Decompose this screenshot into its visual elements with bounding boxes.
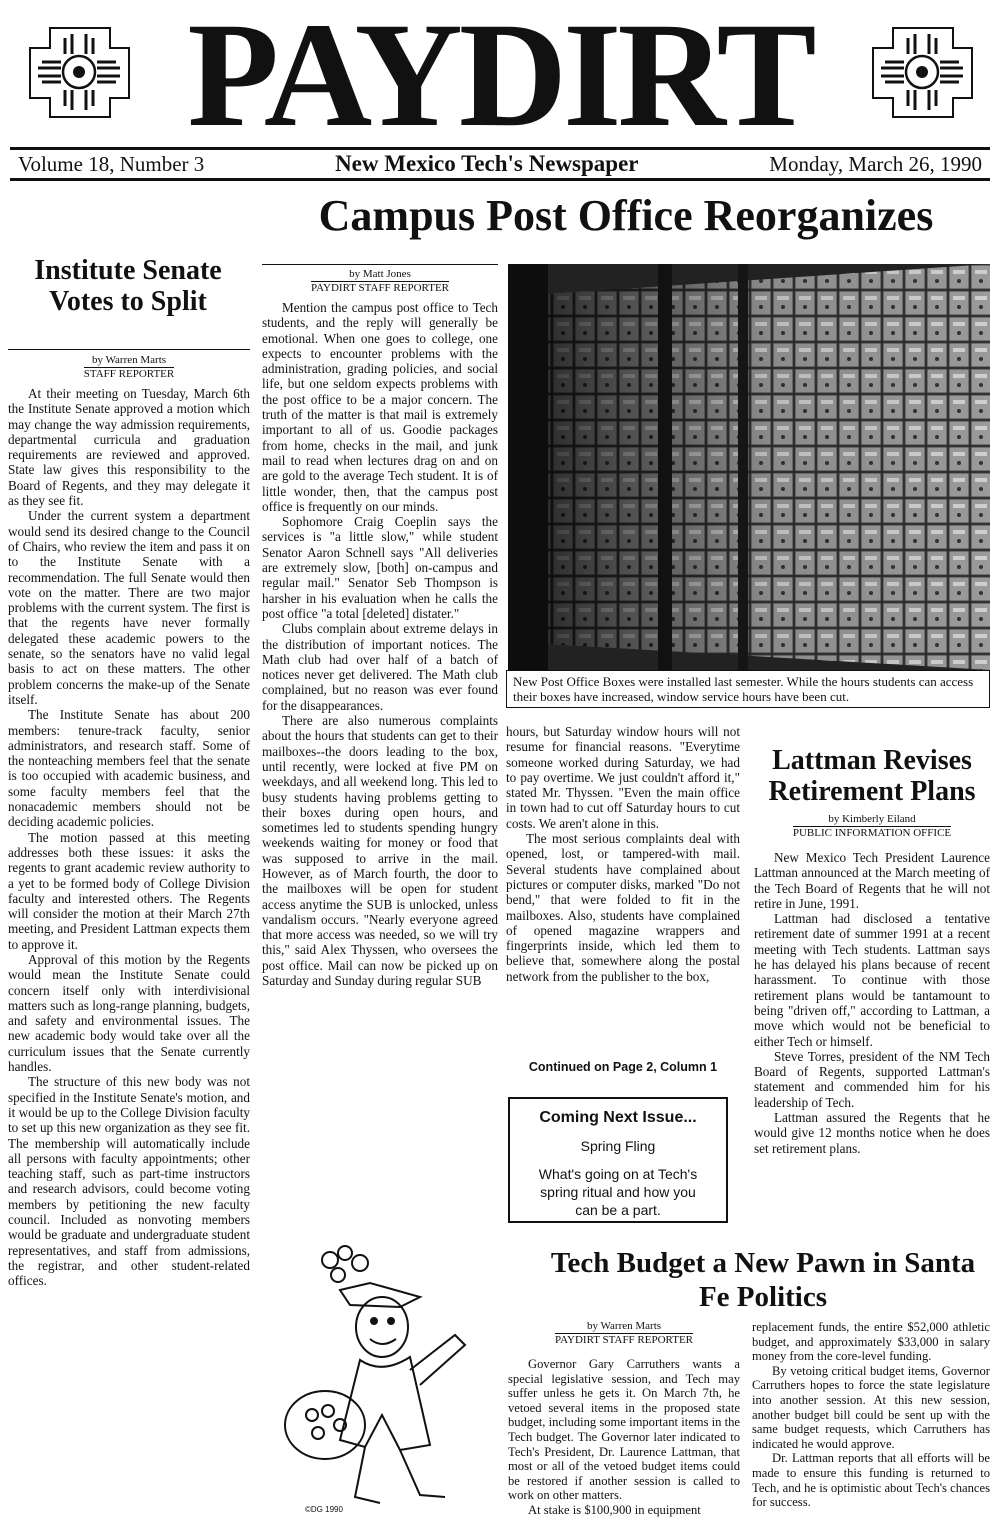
- budget-role: PAYDIRT STAFF REPORTER: [555, 1334, 693, 1346]
- postoffice-rule: [262, 264, 498, 265]
- senate-paragraph: The Institute Senate has about 200 members: tenure-track faculty, senior administrators, and research staff. Some of the nonteaching members feel that the senate is too occupied with academic business, and some faculty members feel that the nonacademic members should not be deciding academic policies.: [8, 707, 250, 830]
- budget-paragraph: Dr. Lattman reports that all efforts will be made to ensure this funding is returned to Tech, and he is optimistic about Tech's chances for success.: [752, 1451, 990, 1510]
- senate-paragraph: The structure of this new body was not specified in the Institute Senate's motion, and it would be up to the College Division faculty to set up this new organization as they see fit. The membership will automatically include all persons with faculty appointments; other teaching staff, such as part-time instructors and research advisors, could become voting members by petitioning the new faculty council. Included as nonvoting members would be graduate and undergraduate student representatives, and staff from admissions, the registrar, and other student-related offices.: [8, 1074, 250, 1289]
- newspaper-tagline: New Mexico Tech's Newspaper: [335, 151, 639, 176]
- senate-rule: [8, 349, 250, 350]
- budget-paragraph: Governor Gary Carruthers wants a special legislative session, and Tech may suffer unless he gets it. On March 7th, he vetoed several items in the proposed state budget, including some important items in the Tech budget. The Governor later indicated to Tech's President, Dr. Laurence Lattman, that most or all of the vetoed budget items could be restored if another session is called to work on other matters.: [508, 1357, 740, 1503]
- lattman-paragraph: Lattman had disclosed a tentative retirement date of summer 1991 at a recent meeting with Tech students. Lattman says he has delayed his plans because of recent harassment. To continue with those retirement plans would be tantamount to being "driven off," according to Lattman, a move which would not be beneficial to either Tech or himself.: [754, 911, 990, 1049]
- lattman-headline: Lattman Revises Retirement Plans: [768, 745, 976, 807]
- postoffice-paragraph: Clubs complain about extreme delays in the distribution of important notices. The Math club had over half of a batch of notices never get delivered. The Math club complained, but no reason was ever found for the disappearances.: [262, 621, 498, 713]
- senate-paragraph: The motion passed at this meeting addresses both these issues: it asks the regents to grant academic review authority to a yet to be formed body of College Division faculty and interested others. The Regents will consider the motion at their March 27th meeting, and President Lattman expects them to approve it.: [8, 829, 250, 952]
- senate-headline: Institute Senate Votes to Split: [34, 255, 222, 317]
- postoffice-paragraph: Sophomore Craig Coeplin says the services is "a little slow," while student Senator Aaron Schnell says "All deliveries are extremely slow, [both] on-campus and regular mail." Senator Seb Thompson is harsher in his evaluation when he calls the post office "a total [deleted] distater.": [262, 514, 498, 621]
- budget-col2: [752, 1320, 990, 1510]
- senate-paragraph: Under the current system a department would send its desired change to the Council of Chairs, who review the item and pass it on to the Institute Senate with a recommendation. The full Senate would then vote on the matter. There are two major problems with the current system. The first is that the regents have never formally delegated these academic powers to the senate, so the senators have no valid legal basis to act on these matters. The other problem concerns the make-up of the Senate itself.: [8, 508, 250, 707]
- postoffice-role: PAYDIRT STAFF REPORTER: [311, 282, 449, 294]
- lattman-paragraph: Lattman assured the Regents that he would give 12 months notice when he does set retirement plans.: [754, 1110, 990, 1156]
- volume-number: Volume 18, Number 3: [18, 151, 205, 176]
- illustration-credit: ©DG 1990: [305, 1505, 343, 1514]
- postoffice-author: by Matt Jones: [349, 268, 411, 280]
- coming-next-item: Spring Fling: [580, 1138, 656, 1154]
- coming-next-box: [508, 1097, 728, 1223]
- budget-paragraph: replacement funds, the entire $52,000 athletic budget, and approximately $33,000 in salary money from the core-level funding.: [752, 1320, 990, 1364]
- prospector-mascot-illustration: [270, 1235, 485, 1520]
- coming-next-desc: What's going on at Tech's spring ritual and how you can be a part.: [538, 1166, 698, 1218]
- senate-role: STAFF REPORTER: [83, 368, 175, 380]
- lattman-role: PUBLIC INFORMATION OFFICE: [792, 827, 952, 839]
- masthead-title: PAYDIRT: [187, 0, 813, 158]
- lattman-byline: [754, 813, 990, 840]
- budget-paragraph: At stake is $100,900 in equipment: [528, 1502, 701, 1517]
- budget-byline: [508, 1320, 740, 1347]
- lattman-paragraph: Steve Torres, president of the NM Tech Board of Regents, supported Lattman's statement and commended him for his leadership of Tech.: [754, 1048, 990, 1110]
- lattman-paragraph: New Mexico Tech President Laurence Lattman announced at the March meeting of the Tech Board of Regents that he will not retire in June, 1991.: [754, 850, 990, 911]
- budget-author: by Warren Marts: [586, 1320, 662, 1332]
- banner-headline: Campus Post Office Reorganizes: [318, 191, 934, 240]
- postoffice-col1: [262, 300, 498, 988]
- budget-headline: Tech Budget a New Pawn in Santa Fe Politics: [550, 1247, 976, 1313]
- senate-paragraph: Approval of this motion by the Regents would mean the Institute Senate could concern itself only with interdivisional matters such as long-range planning, budgets, and safety and environmental issues. The new academic body would take over all the curriculum issues that the Senate currently handles.: [8, 951, 250, 1075]
- senate-byline: [8, 354, 250, 381]
- postoffice-paragraph: hours, but Saturday window hours will not resume for financial reasons. "Everytime someone worked during Saturday, we had to pay overtime. We just couldn't afford it," stated Mr. Thyssen. "Even the main office in town had to cut off Saturday hours to cut costs. We aren't alone in this.: [506, 724, 740, 831]
- postoffice-byline: [262, 268, 498, 295]
- zia-sun-logo-left: [22, 20, 137, 125]
- senate-author: by Warren Marts: [91, 354, 167, 366]
- continued-note: Continued on Page 2, Column 1: [528, 1060, 718, 1074]
- budget-paragraph: By vetoing critical budget items, Governor Carruthers hopes to force the state legislature into another session. At this new session, another budget bill could be sent up with the same budget requests, which Carruthers has indicated he would approve.: [752, 1363, 990, 1451]
- postoffice-col2: [506, 724, 740, 984]
- photo-caption: New Post Office Boxes were installed last semester. While the hours students can access their boxes have increased, window service hours have been cut.: [506, 670, 990, 708]
- coming-next-title: Coming Next Issue...: [539, 1109, 697, 1126]
- senate-body: [8, 386, 250, 1289]
- issue-date: Monday, March 26, 1990: [769, 151, 982, 176]
- lattman-author: by Kimberly Eiland: [828, 813, 916, 825]
- postoffice-paragraph: There are also numerous complaints about the hours that students can get to their mailboxes--the doors leading to the box, until recently, were locked at five PM on weekdays, and all weekend long. This led to busy students having problems getting to their boxes during open hours, and sometimes led to students spending hungry weekends waiting for money or food that was supposed to arrive in the mail. However, as of March fourth, the door to the mailboxes will be open for student access anytime the SUB is unlocked, unless vandalism occurs. "Nearly everyone agreed that more access was needed, so we will try this," said Alex Thyssen, who oversees the post office. Mail can now be picked up on Saturday and Sunday during regular SUB: [262, 713, 498, 989]
- budget-col1: [508, 1357, 740, 1518]
- post-office-boxes-photo: [508, 264, 990, 670]
- zia-sun-logo-right: [865, 20, 980, 125]
- lattman-body: [754, 850, 990, 1156]
- issue-info-bar: [10, 147, 990, 181]
- postoffice-paragraph: Mention the campus post office to Tech students, and the reply will generally be emotional. When one goes to college, one expects to encounter problems with the administration, grading policies, and social life, but one seldom expects problems with the post office to be a major concern. The truth of the matter is that mail is extremely important to all of us. Goodie packages from home, checks in the mail, and junk mail to read when lectures drag on and on are gold to the average Tech student. It is of little wonder, then, that the campus post office is frequently on our minds.: [262, 300, 498, 514]
- senate-paragraph: At their meeting on Tuesday, March 6th the Institute Senate approved a motion which may change the way admission requirements, departmental curricula and graduation requirements are reviewed and approved. State law gives this responsibility to the Board of Regents, and they may delegate it as they see fit.: [8, 386, 250, 509]
- postoffice-paragraph: The most serious complaints deal with opened, lost, or tampered-with mail. Several students have complained about pictures or computer disks, marked "Do not bend," that were folded to fit in the mailboxes. Also, students have complained of opened magazine wrappers and fingerprints inside, which led them to believe that, somewhere along the postal network from the publisher to the box,: [506, 831, 740, 984]
